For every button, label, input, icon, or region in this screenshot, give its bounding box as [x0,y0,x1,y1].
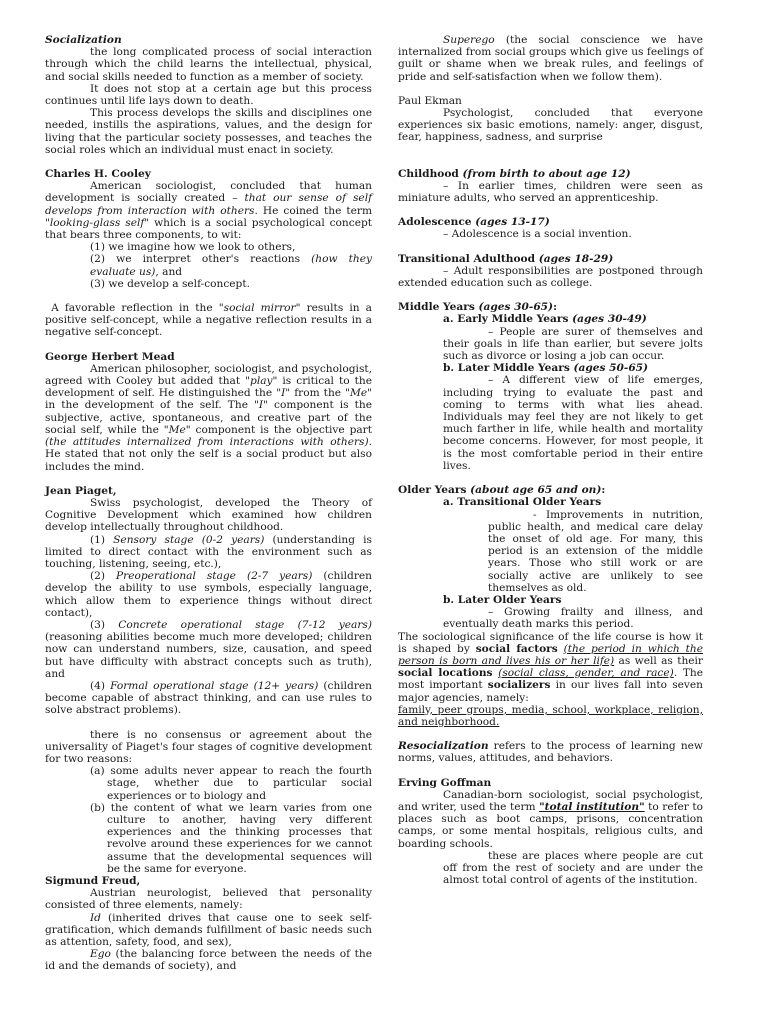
later-middle-years-paragraph: – A different view of life emerges, including trying to evaluate the past and coming to terms with what lies ahead. Individuals may feel they are not likely to get much farther in life, while health and mortality become concerns. However, for most people, it is the most comfortable period in their entire lives. [443,374,703,472]
older-years-heading: Older Years (about age 65 and on): [398,484,606,497]
right-column [398,34,703,886]
socialization-paragraph-2: It does not stop at a certain age but this process continues until life lays down to death. [45,82,372,108]
mead-heading: George Herbert Mead [45,350,175,363]
piaget-stage-4: (4) Formal operational stage (12+ years) (children become capable of abstract thinking, and can use rules to solve abstract problems). [45,679,372,717]
cooley-component-3: (3) we develop a self-concept. [90,277,250,290]
transitional-older-years-heading: a. Transitional Older Years [443,496,602,509]
piaget-reason-b: (b) the content of what we learn varies from one culture to another, having very different experiences and the thinking processes that revolve around these experiences for we cannot assume that the developmental sequences will be the same for everyone. [90,801,372,875]
freud-intro: Austrian neurologist, believed that personality consisted of three elements, namely: [45,887,372,912]
later-older-years-paragraph: – Growing frailty and illness, and eventually death marks this period. [443,606,703,631]
transitional-adulthood-paragraph: – Adult responsibilities are postponed through extended education such as college. [398,264,703,290]
transitional-adulthood-heading: Transitional Adulthood (ages 18-29) [398,252,614,265]
left-column [45,34,372,973]
socialization-definition: the long complicated process of social interaction through which the child learns the intellectual, physical, and social skills needed to function as a member of society. [45,46,372,83]
goffman-heading: Erving Goffman [398,776,492,789]
piaget-intro: Swiss psychologist, developed the Theory of Cognitive Development which examined how children develop intellectually throughout childhood. [45,496,372,534]
adolescence-heading: Adolescence (ages 13-17) [398,216,550,229]
ekman-heading: Paul Ekman [398,94,462,107]
goffman-paragraph: Canadian-born sociologist, social psychologist, and writer, used the term "total institution" to refer to places such as boot camps, prisons, concentration camps, or some mental hospitals, religious cults, and boarding schools. [398,788,704,850]
social-mirror-paragraph: A favorable reflection in the "social mirror" results in a positive self-concept, while a negative reflection results in a negative self-concept. [45,302,372,339]
piaget-consensus: there is no consensus or agreement about the universality of Piaget's four stages of cognitive development for two reasons: [45,728,372,765]
piaget-reason-a: (a) some adults never appear to reach the fourth stage, whether due to particular social experiences or to biology and [90,765,372,802]
total-institution-description: these are places where people are cut off from the rest of society and are under the almost total control of agents of the institution. [443,849,703,887]
childhood-heading: Childhood (from birth to about age 12) [398,167,631,180]
later-older-years-heading: b. Later Older Years [443,593,562,606]
socialization-heading: Socialization [45,34,122,46]
cooley-component-1: (1) we imagine how we look to others, [90,241,296,254]
freud-superego: Superego (the social conscience we have internalized from social groups which give us feelings of guilt or shame when we break rules, and feelings of pride and self-satisfaction when we follow them). [398,34,703,83]
later-middle-years-heading: b. Later Middle Years (ages 50-65) [443,362,649,375]
cooley-paragraph: American sociologist, concluded that human development is socially created – that our sense of self develops from interaction with others. He coined the term "looking-glass self" which is a social psychological concept that bears three components, to wit: [45,180,373,242]
middle-years-heading: Middle Years (ages 30-65): [398,301,557,314]
freud-heading: Sigmund Freud, [45,875,141,887]
socialization-agencies: family, peer groups, media, school, workplace, religion, and neighborhood. [398,703,703,728]
cooley-component-2: (2) we interpret other's reactions (how they evaluate us), and [90,253,372,278]
early-middle-years-heading: a. Early Middle Years (ages 30-49) [443,313,647,326]
life-course-paragraph: The sociological significance of the life course is how it is shaped by social factors (the period in which the person is born and lives his or her life) as well as their social locations (social class, gender, and race). The most important socializers in our lives fall into seven major agencies, namely: [398,630,703,704]
piaget-stage-3: (3) Concrete operational stage (7-12 years) (reasoning abilities become much more developed; children now can understand numbers, size, causation, and speed but have difficulty with abstract concepts such as truth), and [45,618,372,680]
transitional-older-years-paragraph: - Improvements in nutrition, public health, and medical care delay the onset of old age. For many, this period is an extension of the middle years. Those who still work or are socially active are unlikely to see themselves as old. [488,508,703,594]
resocialization-paragraph: Resocialization refers to the process of learning new norms, values, attitudes, and behaviors. [398,740,703,765]
adolescence-paragraph: – Adolescence is a social invention. [443,228,632,241]
ekman-paragraph: Psychologist, concluded that everyone experiences six basic emotions, namely: anger, disgust, fear, happiness, sadness, and surprise [398,107,703,144]
piaget-stage-2: (2) Preoperational stage (2-7 years) (children develop the ability to use symbols, especially language, which allow them to experience things without direct contact), [45,570,372,619]
early-middle-years-paragraph: – People are surer of themselves and their goals in life than earlier, but severe jolts such as divorce or losing a job can occur. [443,325,703,363]
cooley-heading: Charles H. Cooley [45,168,151,181]
mead-paragraph: American philosopher, sociologist, and psychologist, agreed with Cooley but added that "play" is critical to the development of self. He distinguished the "I" from the "Me" in the development of the self. The "I" component is the subjective, active, spontaneous, and creative part of the social self, while the "Me" component is the objective part (the attitudes internalized from interactions with others). He stated that not only the self is a social product but also includes the mind. [45,362,372,473]
freud-ego: Ego (the balancing force between the needs of the id and the demands of society), and [45,948,372,973]
socialization-paragraph-3: This process develops the skills and disciplines one needed, instills the aspirations, values, and the design for living that the particular society possesses, and teaches the social roles which an individual must enact in society. [45,107,372,156]
piaget-stage-1: (1) Sensory stage (0-2 years) (understanding is limited to direct contact with the environment such as touching, listening, seeing, etc.), [45,533,372,570]
childhood-paragraph: – In earlier times, children were seen as miniature adults, who served an apprenticeship. [398,179,703,205]
freud-id: Id (inherited drives that cause one to seek self-gratification, which demands fulfillment of basic needs such as attention, safety, food, and sex), [45,911,372,949]
piaget-heading: Jean Piaget, [45,484,117,497]
